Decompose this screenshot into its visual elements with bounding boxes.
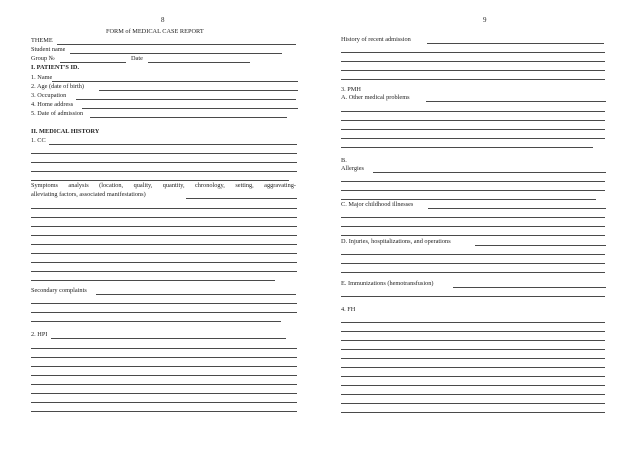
blank-line[interactable] [31, 411, 297, 412]
hpi-field[interactable] [51, 338, 286, 339]
cc-label: 1. CC [31, 137, 46, 144]
blank-line[interactable] [341, 331, 605, 332]
group-label: Group № [31, 55, 55, 62]
other-medical-problems-label: A. Other medical problems [341, 94, 410, 101]
symptoms-field[interactable] [186, 198, 297, 199]
page-number: 9 [483, 16, 487, 24]
blank-line[interactable] [341, 296, 605, 297]
recent-admission-field[interactable] [427, 43, 604, 44]
immunizations-label: E. Immunizations (hemotransfusion) [341, 280, 434, 287]
blank-line[interactable] [31, 162, 297, 163]
age-field[interactable] [99, 90, 298, 91]
immunizations-field[interactable] [453, 287, 606, 288]
blank-line[interactable] [341, 111, 605, 112]
date-field[interactable] [148, 62, 250, 63]
blank-line[interactable] [31, 253, 297, 254]
blank-line[interactable] [341, 129, 605, 130]
pmh-label: 3. PMH [341, 86, 361, 93]
blank-line[interactable] [31, 375, 297, 376]
patient-id-heading: I. PATIENT'S ID. [31, 64, 80, 71]
student-name-field[interactable] [70, 53, 282, 54]
blank-line[interactable] [341, 147, 593, 148]
blank-line[interactable] [31, 366, 297, 367]
blank-line[interactable] [31, 280, 275, 281]
blank-line[interactable] [341, 272, 605, 273]
name-field[interactable] [52, 81, 298, 82]
secondary-complaints-label: Secondary complaints [31, 287, 87, 294]
blank-line[interactable] [341, 190, 605, 191]
blank-line[interactable] [31, 244, 297, 245]
name-label: 1. Name [31, 74, 53, 81]
blank-line[interactable] [31, 271, 297, 272]
home-address-field[interactable] [82, 108, 298, 109]
theme-label: THEME [31, 37, 53, 44]
blank-line[interactable] [341, 367, 605, 368]
age-label: 2. Age (date of birth) [31, 83, 84, 90]
fh-label: 4. FH [341, 306, 356, 313]
group-field[interactable] [60, 62, 126, 63]
blank-line[interactable] [341, 226, 605, 227]
b-label: B. [341, 157, 347, 164]
blank-line[interactable] [341, 385, 605, 386]
recent-admission-label: History of recent admission [341, 36, 411, 43]
medical-history-heading: II. MEDICAL HISTORY [31, 128, 100, 135]
blank-line[interactable] [31, 262, 297, 263]
cc-field[interactable] [49, 144, 297, 145]
blank-line[interactable] [31, 312, 297, 313]
symptoms-line-1: Symptoms analysis (location, quality, quantity, chronology, setting, aggravating- [31, 182, 296, 189]
blank-line[interactable] [31, 384, 297, 385]
blank-line[interactable] [31, 226, 297, 227]
blank-line[interactable] [341, 254, 605, 255]
secondary-complaints-field[interactable] [96, 294, 296, 295]
blank-line[interactable] [341, 376, 605, 377]
symptoms-line-2: alleviating factors, associated manifestations) [31, 191, 146, 198]
page-number: 8 [161, 16, 165, 24]
allergies-field[interactable] [373, 172, 606, 173]
blank-line[interactable] [31, 208, 297, 209]
blank-line[interactable] [31, 357, 297, 358]
blank-line[interactable] [341, 263, 605, 264]
blank-line[interactable] [31, 402, 297, 403]
blank-line[interactable] [341, 403, 605, 404]
blank-line[interactable] [31, 235, 297, 236]
blank-line[interactable] [341, 358, 605, 359]
occupation-field[interactable] [76, 99, 296, 100]
blank-line[interactable] [341, 199, 596, 200]
blank-line[interactable] [31, 180, 289, 181]
date-label: Date [131, 55, 143, 62]
home-address-label: 4. Home address [31, 101, 74, 108]
theme-field[interactable] [57, 44, 296, 45]
allergies-label: Allergies [341, 165, 364, 172]
injuries-label: D. Injuries, hospitalizations, and operations [341, 238, 451, 245]
blank-line[interactable] [341, 340, 605, 341]
student-name-label: Student name [31, 46, 66, 53]
blank-line[interactable] [341, 217, 605, 218]
hpi-label: 2. HPI [31, 331, 48, 338]
blank-line[interactable] [341, 138, 605, 139]
blank-line[interactable] [341, 181, 605, 182]
blank-line[interactable] [31, 393, 297, 394]
right-page [319, 0, 638, 452]
blank-line[interactable] [341, 79, 605, 80]
blank-line[interactable] [31, 153, 297, 154]
blank-line[interactable] [31, 321, 281, 322]
blank-line[interactable] [341, 120, 605, 121]
blank-line[interactable] [31, 303, 297, 304]
injuries-field[interactable] [475, 245, 606, 246]
blank-line[interactable] [341, 412, 605, 413]
form-title: FORM of MEDICAL CASE REPORT [106, 28, 204, 35]
blank-line[interactable] [31, 171, 297, 172]
other-medical-problems-field[interactable] [426, 101, 606, 102]
childhood-illnesses-field[interactable] [428, 208, 606, 209]
blank-line[interactable] [341, 70, 605, 71]
blank-line[interactable] [341, 52, 605, 53]
blank-line[interactable] [31, 217, 297, 218]
admission-date-field[interactable] [90, 117, 287, 118]
blank-line[interactable] [341, 349, 605, 350]
blank-line[interactable] [341, 322, 605, 323]
blank-line[interactable] [341, 61, 605, 62]
admission-date-label: 5. Date of admission [31, 110, 84, 117]
occupation-label: 3. Occupation [31, 92, 67, 99]
blank-line[interactable] [31, 348, 297, 349]
childhood-illnesses-label: C. Major childhood illnesses [341, 201, 414, 208]
blank-line[interactable] [341, 235, 605, 236]
blank-line[interactable] [341, 394, 605, 395]
